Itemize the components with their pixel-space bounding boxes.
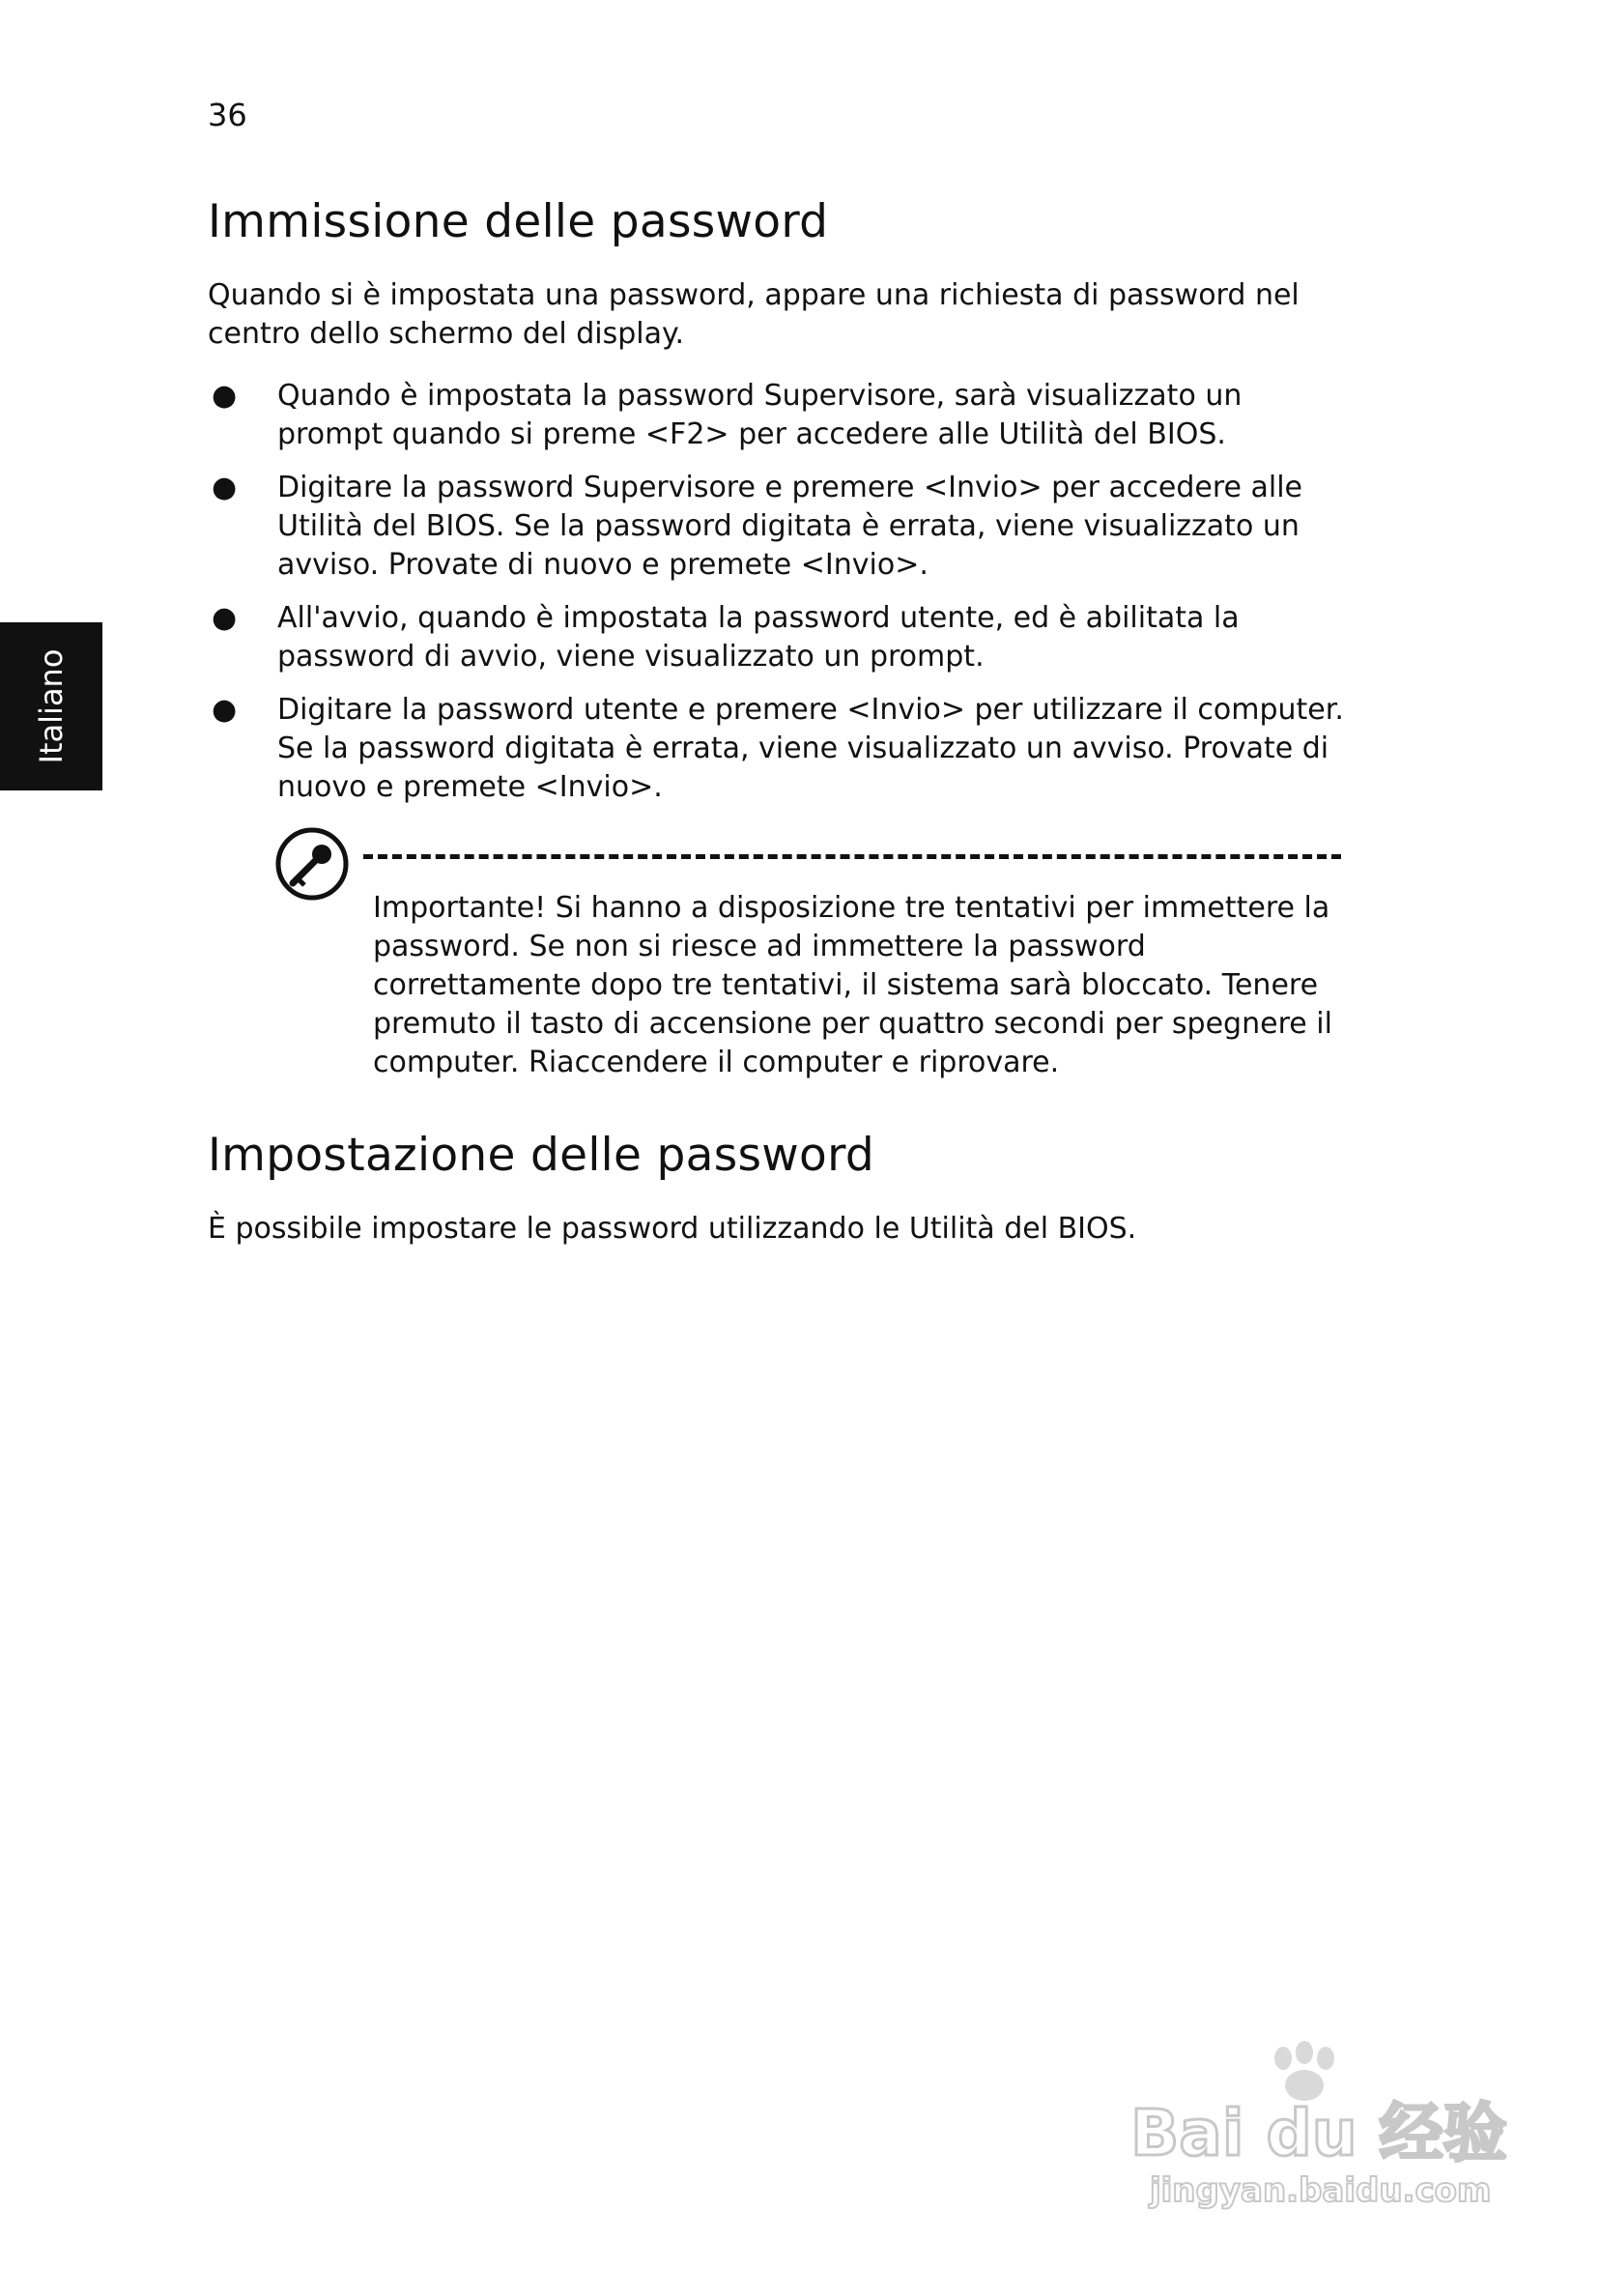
bullet-text: Quando è impostata la password Supervisore, sarà visualizzato un prompt quando si preme	[277, 379, 1243, 451]
bullet-list	[208, 377, 1348, 821]
bullet-text: per accedere alle Utilità del BIOS.	[729, 417, 1226, 451]
bullet-icon: ●	[212, 379, 238, 413]
key-label: <Invio>	[534, 770, 654, 804]
bullet-text: Digitare la password Supervisore e premere	[277, 471, 924, 504]
section-title-immissione: Immissione delle password	[208, 195, 829, 248]
section-intro-impostazione: È possibile impostare le password utilizzando le Utilità del BIOS.	[208, 1212, 1137, 1246]
section-title-impostazione: Impostazione delle password	[208, 1129, 875, 1182]
key-label: <F2>	[644, 417, 729, 451]
bullet-icon: ●	[212, 601, 238, 635]
language-tab-label: Italiano	[33, 648, 70, 764]
bullet-text: .	[653, 770, 663, 804]
key-label: <Invio>	[800, 548, 920, 582]
bullet-text: All'avvio, quando è impostata la password utente, ed è abilitata la password di avvio, viene visualizzato un prompt.	[277, 601, 1240, 674]
watermark-brand: Bai du 经验	[1130, 2096, 1507, 2170]
important-note	[373, 889, 1349, 1082]
page-number: 36	[208, 97, 247, 133]
bullet-text: .	[919, 548, 929, 582]
bullet-icon: ●	[212, 693, 238, 727]
note-divider	[363, 854, 1341, 859]
key-icon	[273, 825, 351, 903]
list-item	[208, 599, 1348, 676]
baidu-watermark-logo	[1121, 2039, 1507, 2213]
bullet-text: Digitare la password utente e premere	[277, 693, 847, 727]
bullet-text: per accedere alle Utilità del BIOS. Se la password digitata è errata, viene visualizzato un avviso. Provate di nuovo e premete	[277, 471, 1302, 582]
section-intro-immissione: Quando si è impostata una password, appare una richiesta di password nel centro dello schermo del display.	[208, 278, 1300, 351]
list-item	[208, 377, 1348, 454]
key-label: <Invio>	[924, 471, 1043, 504]
note-text: Si hanno a disposizione tre tentativi per immettere la password. Se non si riesce ad immettere la password correttamente dopo tre tentativi, il sistema sarà bloccato. Tenere premuto il tasto di accensione per quattro secondi per spegnere il computer. Riaccendere il computer e riprovare.	[373, 891, 1332, 1079]
language-side-tab	[0, 622, 102, 790]
list-item	[208, 691, 1348, 807]
note-label: Importante!	[373, 891, 547, 925]
watermark-url: jingyan.baidu.com	[1150, 2171, 1492, 2210]
bullet-icon: ●	[212, 471, 238, 504]
bullet-text: per utilizzare il computer. Se la password digitata è errata, viene visualizzato un avviso. Provate di nuovo e premete	[277, 693, 1344, 804]
list-item	[208, 469, 1348, 585]
key-label: <Invio>	[846, 693, 965, 727]
